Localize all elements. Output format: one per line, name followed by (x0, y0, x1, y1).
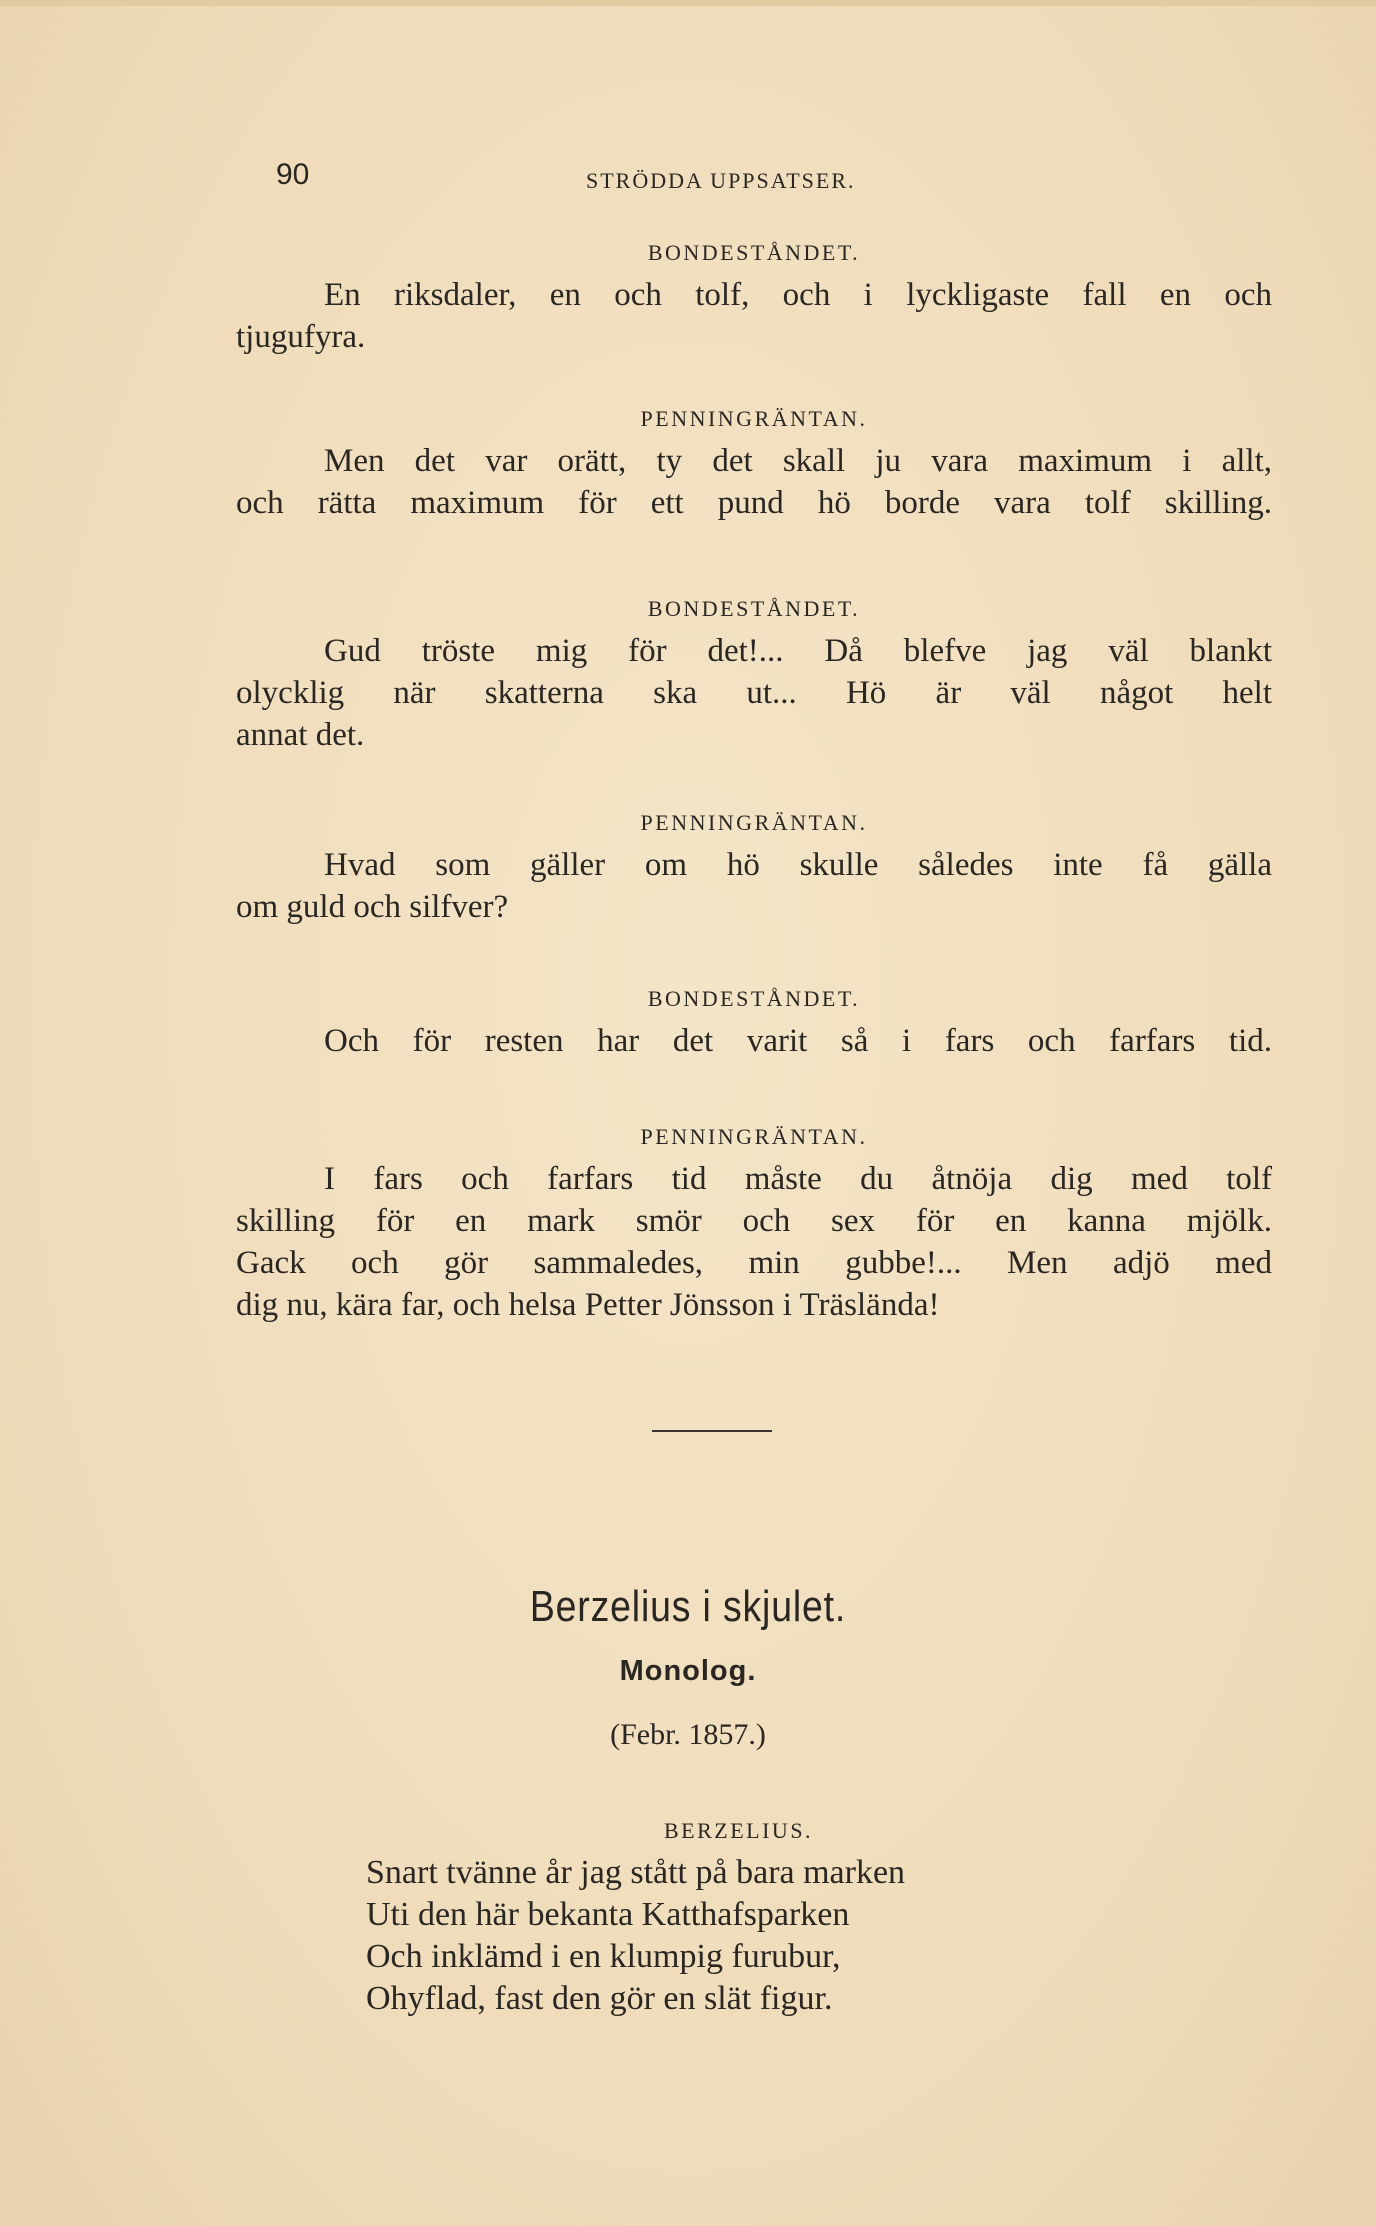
dialogue-line: Hvad som gäller om hö skulle således inte få gälla (324, 847, 1272, 883)
running-head: STRÖDDA UPPSATSER. (586, 168, 856, 193)
speaker-label: BONDESTÅNDET. (647, 240, 861, 265)
poem-block (366, 1818, 905, 2020)
speaker-label: PENNINGRÄNTAN. (640, 406, 868, 431)
speaker-label: PENNINGRÄNTAN. (640, 1124, 868, 1149)
dialogue-block (236, 986, 1272, 1062)
poem-line: Snart tvänne år jag stått på bara marken (366, 1854, 906, 1891)
dialogue-block (236, 240, 1272, 358)
dialogue-line: dig nu, kära far, och helsa Petter Jönsson i Träslända! (236, 1287, 940, 1323)
section-divider (652, 1430, 772, 1432)
dialogue-line: annat det. (236, 717, 365, 753)
section-subtitle: Monolog. (619, 1655, 757, 1687)
poem-line: Och inklämd i en klumpig furubur, (366, 1938, 841, 1975)
dialogue-line: och rätta maximum för ett pund hö borde vara tolf skilling. (236, 485, 1272, 521)
dialogue-block (236, 596, 1272, 756)
section-title: Berzelius i skjulet. (529, 1582, 847, 1631)
dialogue-line: Men det var orätt, ty det skall ju vara maximum i allt, (324, 443, 1272, 479)
dialogue-line: Gack och gör sammaledes, min gubbe!... Men adjö med (236, 1245, 1272, 1281)
dialogue-line: Och för resten har det varit så i fars och farfars tid. (324, 1023, 1272, 1059)
page-number: 90 (276, 158, 310, 191)
poem-line: Uti den här bekanta Katthafsparken (366, 1896, 850, 1933)
dialogue-block (236, 1124, 1272, 1326)
speaker-label: BERZELIUS. (664, 1818, 814, 1843)
dialogue-line: I fars och farfars tid måste du åtnöja dig med tolf (324, 1161, 1272, 1197)
speaker-label: BONDESTÅNDET. (647, 596, 861, 621)
page-top-edge (0, 0, 1376, 6)
section-date: (Febr. 1857.) (610, 1718, 766, 1751)
poem-line: Ohyflad, fast den gör en slät figur. (366, 1980, 833, 2017)
speaker-label: PENNINGRÄNTAN. (640, 810, 868, 835)
page-header (276, 158, 976, 198)
dialogue-block (236, 810, 1272, 928)
dialogue-line: skilling för en mark smör och sex för en kanna mjölk. (236, 1203, 1272, 1239)
dialogue-line: olycklig när skatterna ska ut... Hö är väl något helt (236, 675, 1272, 711)
dialogue-line: En riksdaler, en och tolf, och i lyckligaste fall en och (324, 277, 1272, 313)
speaker-label: BONDESTÅNDET. (647, 986, 861, 1011)
dialogue-line: tjugufyra. (236, 319, 366, 355)
dialogue-line: Gud tröste mig för det!... Då blefve jag väl blankt (324, 633, 1272, 669)
dialogue-block (236, 406, 1272, 524)
dialogue-line: om guld och silfver? (236, 889, 509, 925)
